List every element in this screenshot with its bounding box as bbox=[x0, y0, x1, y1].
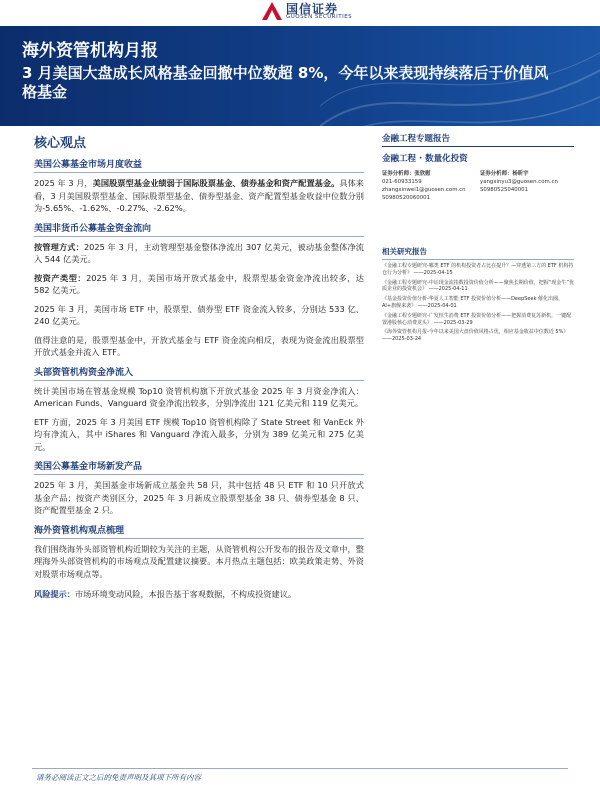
report-type: 金融工程专题报告 bbox=[382, 132, 574, 147]
related-report-link[interactable]: 《海外资管机构月报-今年以来美国大盘价值风格占优，相应基金收益中位数近 5%》 ——2025-03-24 bbox=[382, 329, 569, 343]
company-logo bbox=[262, 0, 372, 24]
paragraph: 按管理方式：2025 年 3 月，主动管理型基金整体净流出 307 亿美元，被动基金整体净流入 544 亿美元。 bbox=[34, 241, 364, 264]
section-new-products bbox=[34, 459, 364, 517]
analyst-card: 证券分析师：张欣慰 021-60933159 zhangxinwei1@guosen.com.cn S0980520060001 bbox=[382, 171, 466, 201]
analyst-license: S0980525040001 bbox=[480, 187, 529, 193]
paragraph: 2025 年 3 月，美国股票型基金业绩弱于国际股票基金、债券基金和资产配置基金。具体来看，3 月美国股票型基金、国际股票型基金、债券型基金、资产配置型基金收益中位数分别为-5.65%、-1.62%、-0.27%、-2.62%。 bbox=[34, 178, 364, 213]
footer-divider bbox=[32, 768, 568, 769]
footer-disclaimer: 请务必阅读正文之后的免责声明及其项下所有内容 bbox=[36, 773, 201, 782]
section-heading: 头部资管机构资金净流入 bbox=[34, 365, 364, 381]
paragraph: 2025 年 3 月，美国基金市场新成立基金共 58 只，其中包括 48 只 ETF 和 10 只开放式基金产品；按资产类别区分，2025 年 3 月新成立股票型基金 38 只、债券型基金 8 只、资产配置型基金 2 只。 bbox=[34, 480, 364, 515]
section-heading: 美国公募基金市场月度收益 bbox=[34, 157, 364, 173]
logo-text-cn: 国信证券 bbox=[286, 2, 339, 16]
logo-text-en: GUOSEN SECURITIES bbox=[286, 14, 353, 20]
paragraph: 值得注意的是，股票型基金中，开放式基金与 ETF 资金流向相反，表现为资金流出股票型开放式基金并流入 ETF。 bbox=[34, 334, 364, 357]
core-views-heading: 核心观点 bbox=[34, 136, 87, 151]
paragraph: 统计美国市场在管基金规模 Top10 资管机构旗下开放式基金 2025 年 3 月资金净流入：American Funds、Vanguard 资金净流出较多，分别净流出 121 亿美元和 119 亿美元。 bbox=[34, 385, 364, 408]
top-bar bbox=[0, 0, 600, 26]
related-report-link[interactable]: 《金融工程专题研究-广发恒生消费 ETF 投资价值分析——把握消费复苏新机，一键配置港股核心消费龙头》 ——2025-03-29 bbox=[382, 312, 572, 326]
section-heading: 美国公募基金市场新发产品 bbox=[34, 459, 364, 475]
title-banner bbox=[0, 26, 600, 126]
paragraph: 按资产类型：2025 年 3 月，美国市场开放式基金中，股票型基金资金净流出较多，达 582 亿美元。 bbox=[34, 272, 364, 295]
report-category: 金融工程 · 数量化投资 bbox=[382, 154, 468, 164]
paragraph: ETF 方面，2025 年 3 月美国 ETF 规模 Top10 资管机构除了 State Street 和 VanEck 外均有净流入，其中 iShares 和 Vanguard 净流入最多，分别为 389 亿美元和 275 亿美元。 bbox=[34, 416, 364, 452]
section-heading: 美国非货币公募基金资金流向 bbox=[34, 221, 364, 237]
related-report-link[interactable]: 《基金投资价值分析-华夏人工智能 ETF 投资价值分析——DeepSeek 催化出圈，AI+旗舰来袭》 ——2025-04-01 bbox=[382, 296, 564, 309]
risk-warning bbox=[34, 588, 364, 601]
main-content bbox=[34, 132, 364, 601]
section-top-managers bbox=[34, 365, 364, 454]
section-monthly-returns bbox=[34, 157, 364, 215]
sidebar bbox=[382, 132, 574, 343]
related-report-link[interactable]: 《金融工程专题研究-哪类 ETF 的机构投资者占比在提升？—穿透第三方的 ETF 机构持仓行为分析》 ——2025-04-15 bbox=[382, 263, 574, 276]
related-report-link[interactable]: 《金融工程专题研究-中证现金流指数投资价值分析——聚焦长期价值，把握“现金牛”优质企业的投资机会》 ——2025-04-11 bbox=[382, 279, 574, 293]
analyst-phone: 021-60933159 bbox=[382, 179, 422, 185]
risk-text: 市场环境变动风险，本报告基于客观数据，不构成投资建议。 bbox=[74, 589, 297, 599]
related-reports-heading: 相关研究报告 bbox=[382, 246, 574, 260]
section-heading: 海外资管机构观点梳理 bbox=[34, 523, 364, 539]
section-fund-flows bbox=[34, 221, 364, 359]
series-title: 海外资管机构月报 bbox=[22, 41, 158, 61]
guosen-logo-icon bbox=[262, 2, 282, 20]
analyst-email: yangxinyu3@guosen.com.cn bbox=[480, 179, 558, 185]
analyst-card: 证券分析师：杨昕宇 yangxinyu3@guosen.com.cn S0980525040001 bbox=[480, 171, 558, 193]
report-subtitle: 3 月美国大盘成长风格基金回撤中位数超 8%，今年以来表现持续落后于价值风格基金 bbox=[22, 64, 549, 101]
risk-label: 风险提示： bbox=[34, 589, 75, 599]
analyst-email: zhangxinwei1@guosen.com.cn bbox=[382, 187, 466, 193]
paragraph: 2025 年 3 月，美国市场 ETF 中，股票型、债券型 ETF 资金流入较多，分别达 533 亿、240 亿美元。 bbox=[34, 303, 364, 326]
analyst-block bbox=[382, 170, 574, 222]
section-manager-views bbox=[34, 523, 364, 581]
analyst-license: S0980520060001 bbox=[382, 195, 431, 201]
paragraph: 我们围绕海外头部资管机构近期较为关注的主题，从资管机构公开发布的报告及文章中，整理海外头部资管机构的市场观点及配置建议摘要。本月热点主题包括：欧美政策走势、外资对股票市场观点等。 bbox=[34, 543, 364, 579]
